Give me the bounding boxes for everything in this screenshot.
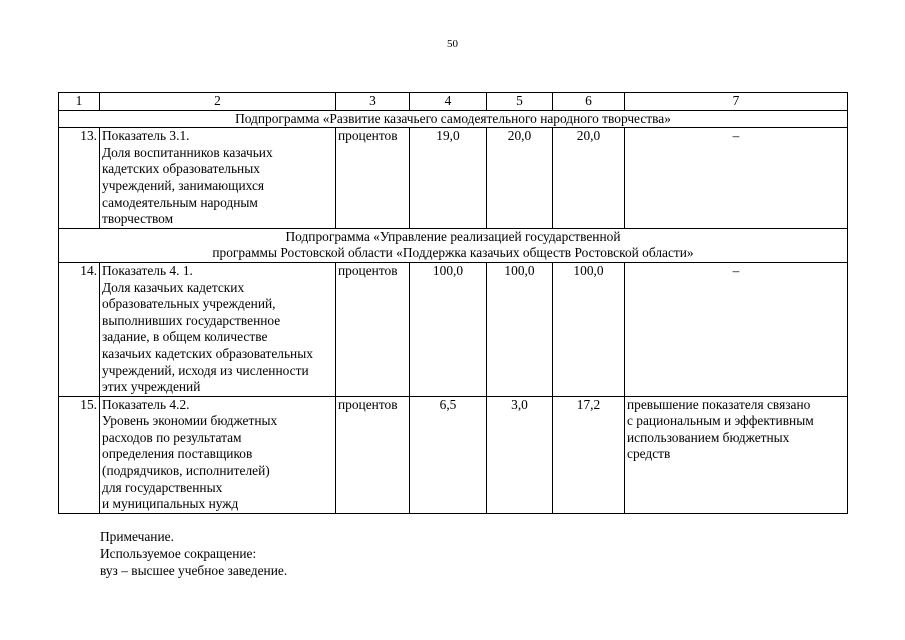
subprogram-line: программы Ростовской области «Поддержка казачьих обществ Ростовской области» xyxy=(212,245,694,261)
value-col5: 3,0 xyxy=(487,396,553,513)
unit-cell: процентов xyxy=(336,396,410,513)
indicator-line: учреждений, исходя из численности xyxy=(102,362,309,378)
header-cell-3: 3 xyxy=(336,93,410,111)
indicator-line: кадетских образовательных xyxy=(102,161,260,177)
page-number: 50 xyxy=(447,38,458,50)
indicator-line: Показатель 4.2. xyxy=(102,396,190,412)
header-cell-2: 2 xyxy=(100,93,336,111)
indicator-line: Доля воспитанников казачьих xyxy=(102,144,273,160)
subprogram-title xyxy=(59,228,848,262)
table-header-row xyxy=(59,93,848,111)
indicator-line: для государственных xyxy=(102,479,223,495)
value-col5: 20,0 xyxy=(487,128,553,229)
indicator-line: Уровень экономии бюджетных xyxy=(102,413,278,429)
indicator-description xyxy=(100,262,336,396)
header-cell-6: 6 xyxy=(553,93,625,111)
note-cell: – xyxy=(625,262,848,396)
header-cell-5: 5 xyxy=(487,93,553,111)
indicator-line: и муниципальных нужд xyxy=(102,496,239,512)
indicator-line: образовательных учреждений, xyxy=(102,296,276,312)
header-cell-7: 7 xyxy=(625,93,848,111)
subprogram-line: Подпрограмма «Управление реализацией государственной xyxy=(285,228,621,244)
value-col4: 100,0 xyxy=(410,262,487,396)
value-col5: 100,0 xyxy=(487,262,553,396)
indicator-line: Доля казачьих кадетских xyxy=(102,279,245,295)
subprogram-row xyxy=(59,228,848,262)
notes-block xyxy=(100,528,287,579)
indicator-line: выполнивших государственное xyxy=(102,312,281,328)
unit-cell: процентов xyxy=(336,128,410,229)
notes-title: Примечание. xyxy=(100,529,174,544)
note-cell: – xyxy=(625,128,848,229)
value-col6: 17,2 xyxy=(553,396,625,513)
row-number: 13. xyxy=(59,128,100,229)
indicator-line: учреждений, занимающихся xyxy=(102,177,265,193)
value-col4: 6,5 xyxy=(410,396,487,513)
indicator-line: Показатель 3.1. xyxy=(102,128,190,144)
subprogram-row xyxy=(59,110,848,128)
indicator-line: этих учреждений xyxy=(102,379,201,395)
indicator-description xyxy=(100,128,336,229)
indicator-line: Показатель 4. 1. xyxy=(102,262,193,278)
note-line: с рациональным и эффективным xyxy=(627,413,814,429)
indicator-description xyxy=(100,396,336,513)
value-col6: 20,0 xyxy=(553,128,625,229)
table-row xyxy=(59,262,848,396)
indicator-line: самодеятельным народным xyxy=(102,194,258,210)
row-number: 14. xyxy=(59,262,100,396)
note-cell xyxy=(625,396,848,513)
header-cell-1: 1 xyxy=(59,93,100,111)
indicator-line: казачьих кадетских образовательных xyxy=(102,345,313,361)
indicator-line: определения поставщиков xyxy=(102,446,253,462)
note-line: средств xyxy=(627,446,671,462)
abbreviation-entry: вуз – высшее учебное заведение. xyxy=(100,563,288,578)
indicator-line: (подрядчиков, исполнителей) xyxy=(102,463,270,479)
note-line: использованием бюджетных xyxy=(627,429,790,445)
indicator-line: творчеством xyxy=(102,211,174,227)
indicator-line: расходов по результатам xyxy=(102,429,242,445)
indicator-line: задание, в общем количестве xyxy=(102,329,268,345)
abbreviation-heading: Используемое сокращение: xyxy=(100,546,257,561)
note-line: превышение показателя связано xyxy=(627,396,811,412)
table-row xyxy=(59,128,848,229)
table-row xyxy=(59,396,848,513)
value-col4: 19,0 xyxy=(410,128,487,229)
value-col6: 100,0 xyxy=(553,262,625,396)
indicators-table xyxy=(58,92,848,514)
row-number: 15. xyxy=(59,396,100,513)
subprogram-title: Подпрограмма «Развитие казачьего самодеятельного народного творчества» xyxy=(59,110,848,128)
unit-cell: процентов xyxy=(336,262,410,396)
header-cell-4: 4 xyxy=(410,93,487,111)
